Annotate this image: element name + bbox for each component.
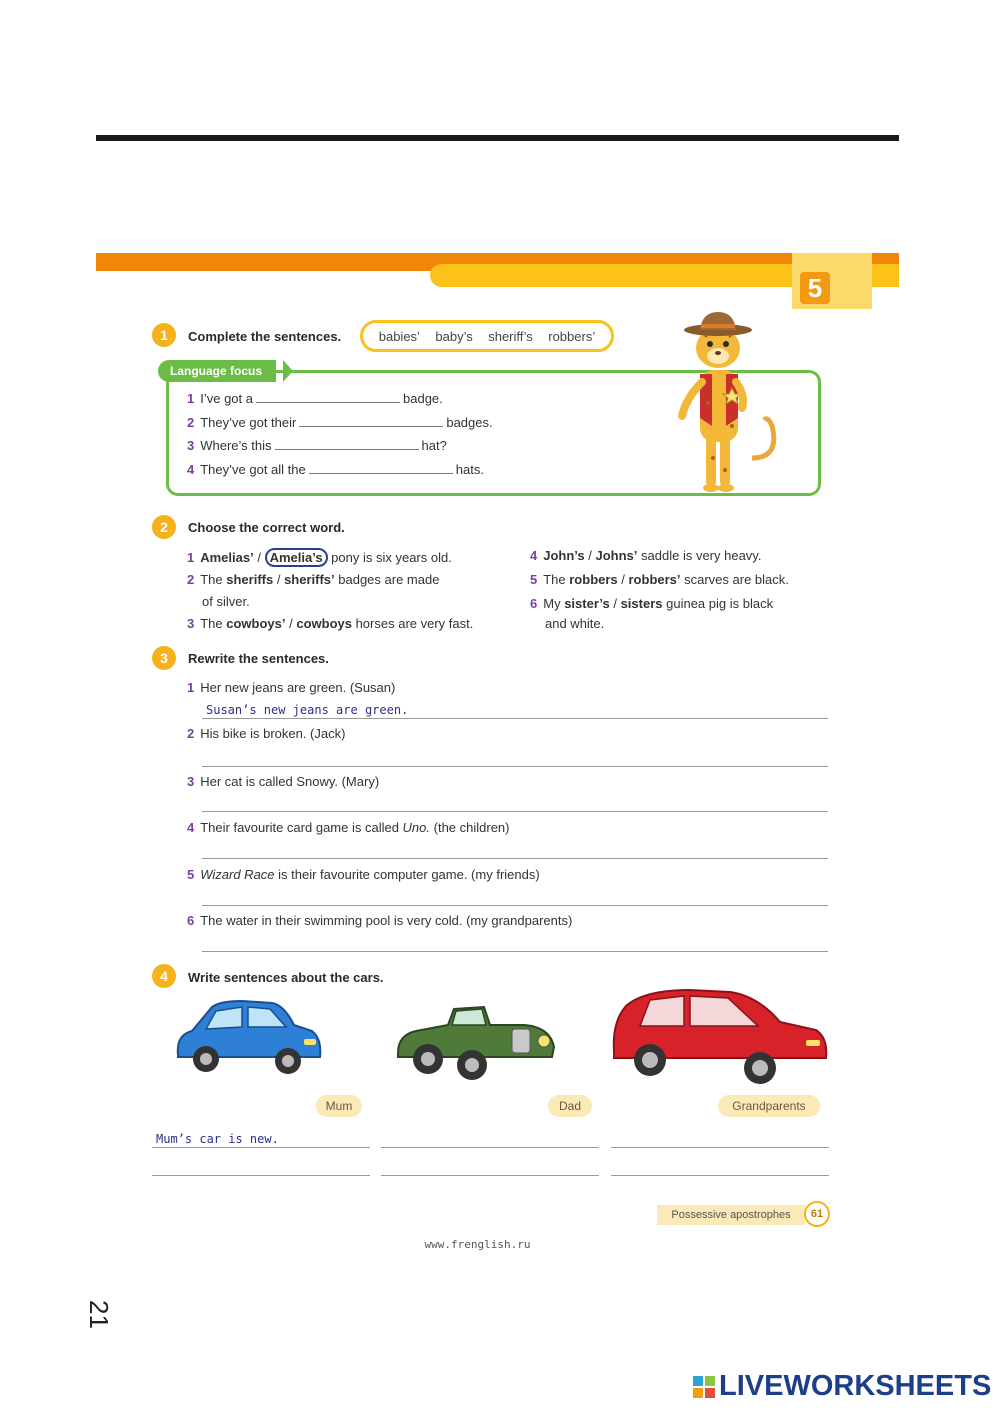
separator: / bbox=[253, 550, 265, 565]
ex3-item bbox=[187, 680, 395, 695]
answer-line[interactable] bbox=[202, 811, 828, 812]
exercise-2-title: Choose the correct word. bbox=[188, 520, 345, 535]
nose bbox=[715, 351, 721, 355]
item-number: 3 bbox=[187, 616, 195, 631]
answer-line[interactable] bbox=[202, 718, 828, 719]
answer-line[interactable] bbox=[611, 1175, 829, 1176]
answer-line[interactable] bbox=[381, 1147, 599, 1148]
item-text: They’ve got all the bbox=[200, 462, 306, 477]
item-text: guinea pig is black bbox=[662, 596, 774, 611]
answer-line[interactable] bbox=[202, 905, 828, 906]
item-text: scarves are black. bbox=[680, 572, 789, 587]
language-focus-label: Language focus bbox=[158, 360, 276, 382]
answer-blank[interactable] bbox=[256, 391, 400, 403]
ex3-item bbox=[187, 726, 345, 741]
ex2-item bbox=[530, 572, 789, 587]
owner-tag-dad: Dad bbox=[548, 1095, 592, 1117]
ex2-item bbox=[530, 548, 761, 563]
ex3-item bbox=[187, 820, 510, 835]
item-text: I’ve got a bbox=[200, 391, 253, 406]
ex3-item bbox=[187, 774, 379, 789]
item-text: Where’s this bbox=[200, 438, 272, 453]
exercise-2-number: 2 bbox=[152, 515, 176, 539]
site-url: www.frenglish.ru bbox=[424, 1238, 531, 1251]
answer-line[interactable] bbox=[381, 1175, 599, 1176]
muzzle bbox=[707, 348, 729, 364]
brand-text: LIVEWORKSHEETS bbox=[719, 1370, 992, 1402]
choice-a[interactable]: John’s bbox=[543, 548, 585, 563]
item-text: pony is six years old. bbox=[327, 550, 452, 565]
leg bbox=[706, 436, 716, 486]
choice-b[interactable]: Johns’ bbox=[595, 548, 638, 563]
item-text: badges are made bbox=[334, 572, 440, 587]
ex1-item bbox=[187, 391, 443, 406]
exercise-4-number: 4 bbox=[152, 964, 176, 988]
ex1-item bbox=[187, 462, 484, 477]
liveworksheets-logo bbox=[692, 1370, 991, 1403]
choice-a[interactable]: robbers bbox=[569, 572, 618, 587]
answer-line[interactable] bbox=[611, 1147, 829, 1148]
answer-line[interactable] bbox=[152, 1175, 370, 1176]
ex3-item bbox=[187, 913, 572, 928]
exercise-4-title: Write sentences about the cars. bbox=[188, 970, 384, 985]
item-text: hat? bbox=[421, 438, 447, 453]
ex3-item bbox=[187, 867, 540, 882]
unit-number: 5 bbox=[800, 272, 830, 304]
choice-a[interactable]: sister’s bbox=[564, 596, 610, 611]
item-text: horses are very fast. bbox=[351, 616, 474, 631]
topic-tag: Possessive apostrophes bbox=[657, 1205, 805, 1225]
item-text: The bbox=[543, 572, 570, 587]
item-number: 6 bbox=[530, 596, 538, 611]
item-text: The bbox=[200, 572, 227, 587]
tail bbox=[752, 419, 774, 458]
grandparents-car-illustration bbox=[610, 986, 830, 1088]
item-text: is their favourite computer game. (my friends) bbox=[274, 867, 540, 882]
foot bbox=[703, 484, 719, 492]
answer-line[interactable] bbox=[202, 858, 828, 859]
item-text: The water in their swimming pool is very cold. (my grandparents) bbox=[200, 913, 573, 928]
separator: / bbox=[273, 572, 285, 587]
language-focus-arrow bbox=[283, 360, 293, 382]
owner-tag-mum: Mum bbox=[316, 1095, 362, 1117]
item-number: 4 bbox=[530, 548, 538, 563]
owner-tag-grandparents: Grandparents bbox=[718, 1095, 820, 1117]
ex2-item-continued: and white. bbox=[545, 616, 605, 631]
item-text: Their favourite card game is called bbox=[200, 820, 403, 835]
word-box bbox=[360, 320, 614, 352]
item-text: badges. bbox=[446, 415, 493, 430]
mum-car-illustration bbox=[172, 995, 324, 1083]
choice-a[interactable]: Amelias’ bbox=[200, 550, 254, 565]
item-number: 6 bbox=[187, 913, 195, 928]
item-number: 1 bbox=[187, 391, 195, 406]
item-number: 1 bbox=[187, 680, 195, 695]
item-text: My bbox=[543, 596, 565, 611]
word-option: sheriff’s bbox=[488, 328, 533, 344]
choice-a[interactable]: sheriffs bbox=[226, 572, 274, 587]
item-text: Her new jeans are green. (Susan) bbox=[200, 680, 396, 695]
item-text: The bbox=[200, 616, 227, 631]
separator: / bbox=[617, 572, 629, 587]
item-text: They’ve got their bbox=[200, 415, 297, 430]
item-text: His bike is broken. (Jack) bbox=[200, 726, 346, 741]
arm bbox=[682, 382, 702, 416]
item-number: 2 bbox=[187, 726, 195, 741]
exercise-3-number: 3 bbox=[152, 646, 176, 670]
word-option: babies’ bbox=[378, 328, 420, 344]
ex2-item bbox=[187, 548, 452, 567]
ex2-item bbox=[187, 572, 439, 587]
answer-line[interactable] bbox=[202, 766, 828, 767]
choice-b[interactable]: sisters bbox=[620, 596, 663, 611]
ex2-item-continued: of silver. bbox=[202, 594, 250, 609]
item-number: 2 bbox=[187, 415, 195, 430]
item-number: 3 bbox=[187, 774, 195, 789]
answer-blank[interactable] bbox=[299, 415, 443, 427]
item-title-italic: Wizard Race bbox=[200, 867, 275, 882]
ex3-answer-example[interactable]: Susan’s new jeans are green. bbox=[206, 703, 409, 717]
choice-b-circled[interactable]: Amelia’s bbox=[265, 548, 328, 567]
ex1-item bbox=[187, 438, 447, 453]
item-title-italic: Uno. bbox=[402, 820, 431, 835]
answer-line[interactable] bbox=[202, 951, 828, 952]
eye bbox=[723, 341, 729, 347]
answer-blank[interactable] bbox=[275, 438, 419, 450]
exercise-3-title: Rewrite the sentences. bbox=[188, 651, 329, 666]
item-number: 3 bbox=[187, 438, 195, 453]
side-page-number: 21 bbox=[84, 1300, 114, 1329]
separator: / bbox=[285, 616, 297, 631]
item-text: hats. bbox=[455, 462, 484, 477]
leg bbox=[720, 436, 730, 486]
separator: / bbox=[584, 548, 596, 563]
hat-band bbox=[701, 324, 735, 328]
ex2-item bbox=[187, 616, 473, 631]
dad-car-illustration bbox=[394, 995, 558, 1087]
item-text: Her cat is called Snowy. (Mary) bbox=[200, 774, 380, 789]
ex2-item bbox=[530, 596, 773, 611]
choice-b[interactable]: cowboys bbox=[296, 616, 352, 631]
exercise-1-number: 1 bbox=[152, 323, 176, 347]
word-option: baby’s bbox=[435, 328, 473, 344]
item-number: 4 bbox=[187, 462, 195, 477]
top-rule bbox=[96, 135, 899, 141]
item-number: 2 bbox=[187, 572, 195, 587]
ex1-item bbox=[187, 415, 493, 430]
foot bbox=[718, 484, 734, 492]
item-text: badge. bbox=[403, 391, 443, 406]
choice-b[interactable]: sheriffs’ bbox=[284, 572, 335, 587]
item-text: (the children) bbox=[430, 820, 510, 835]
answer-line[interactable] bbox=[152, 1147, 370, 1148]
answer-blank[interactable] bbox=[309, 462, 453, 474]
page-number: 61 bbox=[804, 1201, 830, 1227]
cheetah-sheriff-illustration bbox=[668, 308, 788, 494]
word-option: robbers’ bbox=[548, 328, 596, 344]
exercise-1-title: Complete the sentences. bbox=[188, 329, 342, 344]
choice-a[interactable]: cowboys’ bbox=[226, 616, 286, 631]
item-number: 1 bbox=[187, 550, 195, 565]
item-number: 5 bbox=[187, 867, 195, 882]
item-number: 4 bbox=[187, 820, 195, 835]
choice-b[interactable]: robbers’ bbox=[628, 572, 681, 587]
item-number: 5 bbox=[530, 572, 538, 587]
separator: / bbox=[609, 596, 621, 611]
ex4-answer-example[interactable]: Mum’s car is new. bbox=[156, 1132, 279, 1146]
liveworksheets-icon bbox=[692, 1375, 716, 1399]
item-text: saddle is very heavy. bbox=[637, 548, 762, 563]
eye bbox=[707, 341, 713, 347]
